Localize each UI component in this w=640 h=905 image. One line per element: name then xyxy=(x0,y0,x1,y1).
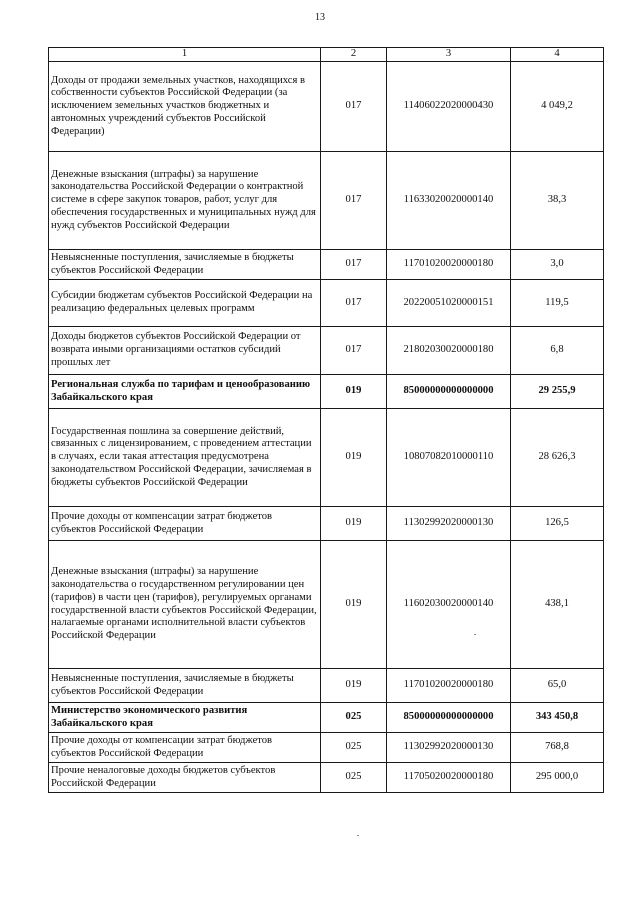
table-row xyxy=(49,280,604,327)
revenue-name: Прочие доходы от компенсации затрат бюджетов субъектов Российской Федерации xyxy=(49,507,321,541)
amount: 6,8 xyxy=(511,327,604,375)
table-row xyxy=(49,250,604,280)
revenue-name: Невыясненные поступления, зачисляемые в бюджеты субъектов Российской Федерации xyxy=(49,669,321,703)
amount: 438,1 xyxy=(511,541,604,669)
revenue-name: Прочие доходы от компенсации затрат бюджетов субъектов Российской Федерации xyxy=(49,733,321,763)
column-header-3: 3 xyxy=(387,48,511,62)
amount: 38,3 xyxy=(511,152,604,250)
admin-code: 019 xyxy=(321,507,387,541)
table-row-section xyxy=(49,703,604,733)
amount: 119,5 xyxy=(511,280,604,327)
amount: 65,0 xyxy=(511,669,604,703)
column-header-1: 1 xyxy=(49,48,321,62)
revenue-name: Прочие неналоговые доходы бюджетов субъектов Российской Федерации xyxy=(49,763,321,793)
admin-code: 017 xyxy=(321,280,387,327)
amount: 4 049,2 xyxy=(511,62,604,152)
table-row xyxy=(49,327,604,375)
admin-code: 017 xyxy=(321,152,387,250)
amount-total: 29 255,9 xyxy=(511,375,604,409)
amount: 295 000,0 xyxy=(511,763,604,793)
table-row xyxy=(49,541,604,669)
table-row xyxy=(49,507,604,541)
amount: 28 626,3 xyxy=(511,409,604,507)
admin-code: 019 xyxy=(321,375,387,409)
admin-code: 025 xyxy=(321,703,387,733)
revenue-name: Доходы бюджетов субъектов Российской Федерации от возврата иными организациями остатков субсидий прошлых лет xyxy=(49,327,321,375)
revenue-name: Невыясненные поступления, зачисляемые в бюджеты субъектов Российской Федерации xyxy=(49,250,321,280)
admin-code: 017 xyxy=(321,250,387,280)
admin-code: 025 xyxy=(321,733,387,763)
table-row xyxy=(49,669,604,703)
amount-total: 343 450,8 xyxy=(511,703,604,733)
table-row xyxy=(49,733,604,763)
budget-classification-code: 11701020020000180 xyxy=(387,250,511,280)
admin-code: 017 xyxy=(321,327,387,375)
budget-classification-code: 11633020020000140 xyxy=(387,152,511,250)
column-header-2: 2 xyxy=(321,48,387,62)
budget-classification-code: 11302992020000130 xyxy=(387,733,511,763)
scan-speck xyxy=(474,634,476,635)
table-row xyxy=(49,763,604,793)
amount: 768,8 xyxy=(511,733,604,763)
table-row xyxy=(49,152,604,250)
revenue-name: Доходы от продажи земельных участков, находящихся в собственности субъектов Российской Федерации (за исключением земельных участков бюджетных и автономных учреждений субъектов Российской Федерации) xyxy=(49,62,321,152)
admin-code: 019 xyxy=(321,409,387,507)
admin-code: 025 xyxy=(321,763,387,793)
revenue-table xyxy=(48,47,604,793)
admin-code: 019 xyxy=(321,669,387,703)
revenue-name: Денежные взыскания (штрафы) за нарушение законодательства Российской Федерации о контрактной системе в сфере закупок товаров, работ, услуг для обеспечения государственных и муниципальных нужд для нужд субъектов Российской Федерации xyxy=(49,152,321,250)
budget-classification-code: 20220051020000151 xyxy=(387,280,511,327)
amount: 126,5 xyxy=(511,507,604,541)
revenue-name: Субсидии бюджетам субъектов Российской Федерации на реализацию федеральных целевых программ xyxy=(49,280,321,327)
budget-classification-code: 11701020020000180 xyxy=(387,669,511,703)
budget-classification-code: 10807082010000110 xyxy=(387,409,511,507)
scan-speck xyxy=(357,835,359,836)
department-name: Региональная служба по тарифам и ценообразованию Забайкальского края xyxy=(49,375,321,409)
table-row xyxy=(49,62,604,152)
budget-classification-code: 85000000000000000 xyxy=(387,703,511,733)
budget-classification-code: 11406022020000430 xyxy=(387,62,511,152)
column-header-4: 4 xyxy=(511,48,604,62)
department-name: Министерство экономического развития Забайкальского края xyxy=(49,703,321,733)
budget-classification-code: 11602030020000140 xyxy=(387,541,511,669)
admin-code: 019 xyxy=(321,541,387,669)
table-header-row xyxy=(49,48,604,62)
revenue-name: Государственная пошлина за совершение действий, связанных с лицензированием, с проведением аттестации в случаях, если такая аттестация предусмотрена законодательством Российской Федерации, зачисляемая в бюджеты субъектов Российской Федерации xyxy=(49,409,321,507)
admin-code: 017 xyxy=(321,62,387,152)
amount: 3,0 xyxy=(511,250,604,280)
table-row-section xyxy=(49,375,604,409)
budget-classification-code: 85000000000000000 xyxy=(387,375,511,409)
budget-classification-code: 11705020020000180 xyxy=(387,763,511,793)
budget-classification-code: 11302992020000130 xyxy=(387,507,511,541)
budget-classification-code: 21802030020000180 xyxy=(387,327,511,375)
table-row xyxy=(49,409,604,507)
page-number: 13 xyxy=(315,12,325,23)
revenue-name: Денежные взыскания (штрафы) за нарушение законодательства о государственном регулировании цен (тарифов) в части цен (тарифов), регулируемых органами государственной власти субъектов Российской Федерации, налагаемые органами исполнительной власти субъектов Российской Федерации xyxy=(49,541,321,669)
